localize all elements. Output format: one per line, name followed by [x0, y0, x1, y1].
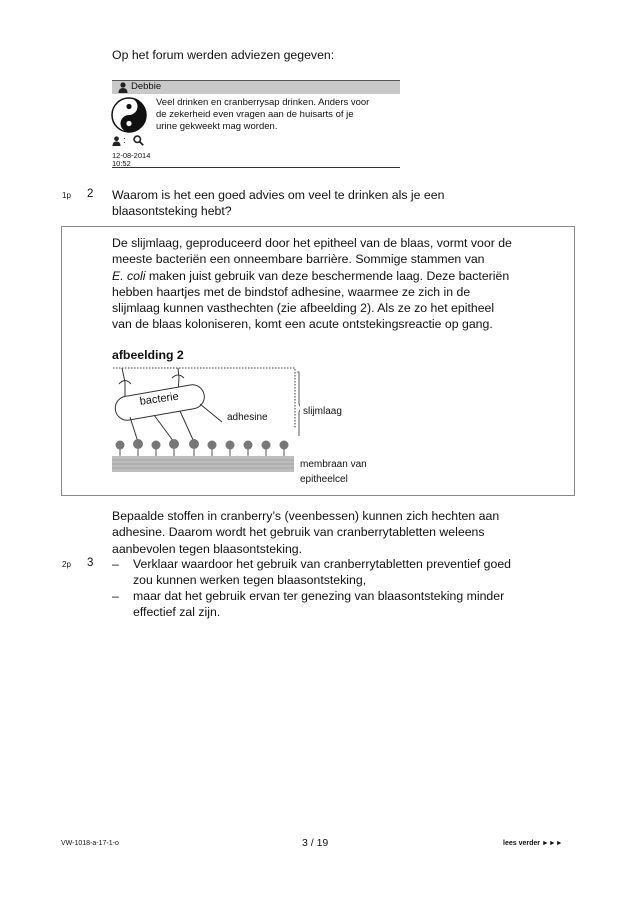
- yin-yang-avatar-icon: [111, 97, 147, 133]
- forum-post-header: [112, 80, 400, 94]
- bacteria-adhesion-diagram: [110, 364, 300, 474]
- question-3-number: 3: [87, 557, 94, 569]
- info-line: hebben haartjes met de bindstof adhesine, waarmee ze zich in de: [112, 284, 471, 299]
- info-line-rest: maken juist gebruik van deze beschermende laag. Deze bacteriën: [148, 268, 510, 283]
- after-box-line: Bepaalde stoffen in cranberry’s (veenbessen) kunnen zich hechten aan: [112, 509, 500, 523]
- question-2-text: [112, 187, 444, 220]
- question-3-line: Verklaar waardoor het gebruik van cranberrytabletten preventief goed: [133, 557, 512, 571]
- forum-time: 10:52: [112, 159, 131, 168]
- footer-next: lees verder ►►►: [503, 840, 563, 847]
- question-3-bullet-1: –: [112, 557, 119, 571]
- label-bacteria: bacterie: [139, 390, 180, 408]
- question-2-points: 1p: [62, 191, 71, 200]
- forum-divider: [112, 167, 400, 168]
- info-line: van de blaas koloniseren, komt een acute ontstekingsreactie op gang.: [112, 317, 493, 332]
- forum-icon-separator: :: [123, 135, 126, 146]
- question-3-line: effectief zal zijn.: [133, 605, 221, 620]
- info-line: [112, 268, 562, 284]
- forum-date: 12-08-2014: [112, 151, 151, 160]
- footer-page-number: 3 / 19: [302, 837, 329, 849]
- info-box-text: [112, 235, 562, 333]
- species-name: E. coli: [112, 268, 146, 283]
- question-3-bullet-2: –: [112, 589, 119, 603]
- after-box-text: [112, 508, 499, 557]
- question-3-item-2: [133, 588, 504, 621]
- label-membrane: [300, 457, 367, 487]
- after-box-line: adhesine. Daarom wordt het gebruik van cranberrytabletten weleens: [112, 525, 485, 540]
- question-3-points: 2p: [62, 560, 71, 569]
- after-box-line: aanbevolen tegen blaasontsteking.: [112, 541, 303, 556]
- forum-message: [156, 97, 369, 133]
- label-mucus-layer: slijmlaag: [303, 406, 342, 417]
- label-adhesine: adhesine: [227, 412, 268, 423]
- question-2-line: Waarom is het een goed advies om veel te drinken als je een: [112, 188, 445, 202]
- info-line: slijmlaag kunnen vasthechten (zie afbeelding 2). Als ze zo het epitheel: [112, 301, 495, 316]
- forum-message-line: de zekerheid even vragen aan de huisarts of je: [156, 109, 354, 120]
- label-membrane-line: membraan van: [300, 459, 367, 470]
- question-2-line: blaasontsteking hebt?: [112, 204, 232, 219]
- question-3-item-1: [133, 556, 511, 589]
- user-icon: [112, 136, 121, 146]
- forum-message-line: Veel drinken en cranberrysap drinken. Anders voor: [156, 97, 370, 108]
- intro-text: Op het forum werden adviezen gegeven:: [112, 48, 335, 62]
- info-line: meeste bacteriën een onneembare barrière. Sommige stammen van: [112, 252, 485, 267]
- figure-title: afbeelding 2: [112, 348, 184, 362]
- user-icon: [118, 82, 128, 93]
- info-line: De slijmlaag, geproduceerd door het epitheel van de blaas, vormt voor de: [112, 236, 512, 250]
- forum-username: Debbie: [131, 81, 162, 92]
- question-3-line: zou kunnen werken tegen blaasontsteking,: [133, 573, 367, 588]
- forum-message-line: urine gekweekt mag worden.: [156, 121, 278, 132]
- search-icon: [133, 135, 144, 146]
- question-2-number: 2: [87, 188, 94, 200]
- label-membrane-line: epitheelcel: [300, 474, 348, 485]
- footer-code: VW-1018-a-17-1-o: [61, 840, 119, 847]
- question-3-line: maar dat het gebruik ervan ter genezing van blaasontsteking minder: [133, 589, 505, 603]
